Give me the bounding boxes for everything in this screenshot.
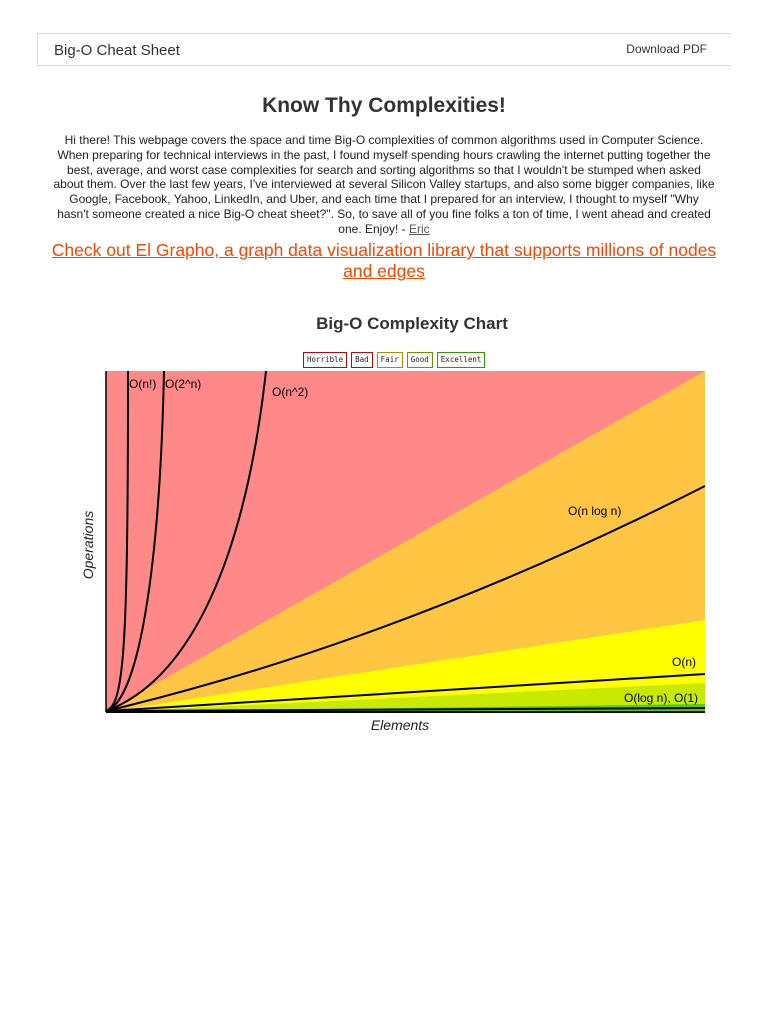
legend-excellent: Excellent: [437, 352, 486, 368]
author-link[interactable]: Eric: [409, 221, 430, 236]
series-label-o-n-log-n: O(n log n): [568, 504, 622, 518]
x-axis-label: Elements: [370, 717, 430, 733]
page-heading: Know Thy Complexities!: [262, 94, 506, 117]
el-grapho-promo-link[interactable]: Check out El Grapho, a graph data visualization library that supports millions of nodes and edges: [51, 240, 717, 281]
download-pdf-link[interactable]: Download PDF: [626, 42, 707, 56]
intro-text: Hi there! This webpage covers the space and time Big-O complexities of common algorithms used in Computer Science. When preparing for technical interviews in the past, I found myself spending hours crawling the internet putting together the best, average, and worst case complexities for search and sorting algorithms so that I wouldn't be stumped when asked about them. Over the last few years, I've interviewed at several Silicon Valley startups, and also some bigger companies, like Google, Facebook, Yahoo, LinkedIn, and Uber, and each time that I prepared for an interview, I thought to myself "Why hasn't someone created a nice Big-O cheat sheet?". So, to save all of you fine folks a ton of time, I went ahead and created one. Enjoy! -: [53, 133, 715, 236]
chart-title: Big-O Complexity Chart: [316, 314, 508, 333]
legend-bad: Bad: [351, 352, 373, 368]
site-title[interactable]: Big-O Cheat Sheet: [54, 42, 180, 59]
legend-good: Good: [407, 352, 433, 368]
legend-fair: Fair: [377, 352, 403, 368]
y-axis-label: Operations: [80, 510, 96, 580]
series-label-o-n: O(n): [672, 655, 696, 669]
legend-horrible: Horrible: [303, 352, 347, 368]
series-label-o-factorial: O(n!): [129, 377, 157, 391]
series-label-o-exponential: O(2^n): [165, 377, 202, 391]
series-label-o-log-n: O(log n), O(1): [624, 691, 699, 705]
series-label-o-n-squared: O(n^2): [272, 385, 309, 399]
